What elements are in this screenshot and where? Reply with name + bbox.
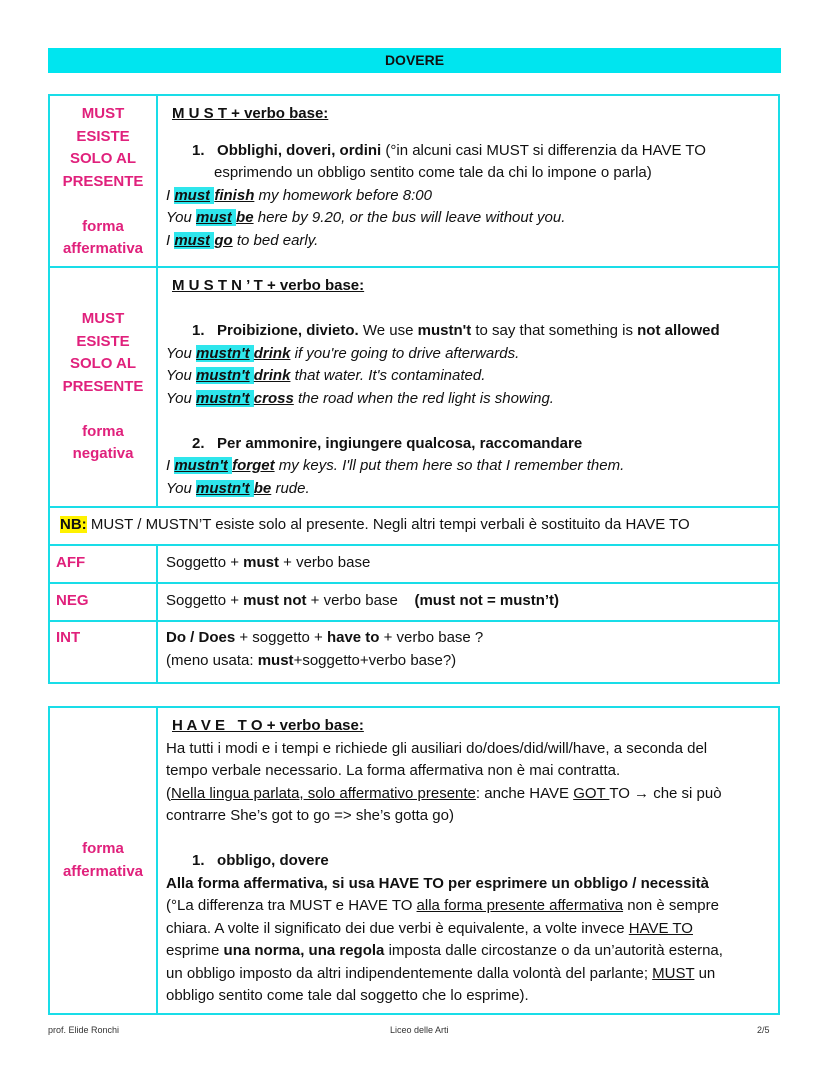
must-neg-label (49, 267, 157, 507)
label-line: PRESENTE (62, 377, 144, 395)
text-line: (Nella lingua parlata, solo affermativo presente: anche HAVE GOT TO → che si può (166, 784, 722, 802)
label-line: forma (82, 422, 124, 440)
example-sentence: I must finish my homework before 8:00 (166, 186, 432, 204)
section-heading: H A V E T O + verbo base: (172, 717, 364, 734)
neg-label: NEG (49, 583, 157, 621)
label-line: affermativa (62, 862, 144, 880)
must-aff-content (157, 95, 779, 267)
text-line: (°La differenza tra MUST e HAVE TO alla forma presente affermativa non è sempre (166, 897, 719, 914)
footer-author: prof. Elide Ronchi (48, 1025, 120, 1035)
int-formula (157, 621, 779, 683)
int-line-2: (meno usata: must+soggetto+verbo base?) (166, 651, 457, 669)
point-2: 2. Per ammonire, ingiungere qualcosa, raccomandare (192, 434, 583, 452)
point-title: Obblighi, doveri, ordini (217, 141, 382, 159)
example-sentence: You must be here by 9.20, or the bus will leave without you. (166, 209, 566, 226)
nb-note (49, 507, 779, 545)
example-sentence: I must go to bed early. (166, 231, 319, 249)
must-aff-label (49, 95, 157, 267)
have-to-label (49, 707, 157, 1014)
text-line: contrarre She’s got to go => she’s gotta go) (166, 807, 454, 824)
must-table (48, 94, 780, 684)
point-number: 1. (192, 141, 205, 159)
label-line: forma (82, 840, 124, 857)
page-title: DOVERE (48, 48, 781, 73)
example-sentence: You mustn't be rude. (166, 479, 310, 497)
label-line: affermativa (62, 240, 144, 257)
example-sentence: You mustn't drink if you're going to drive afterwards. (166, 344, 520, 362)
text-line: obbligo sentito come tale dal soggetto che lo esprime). (166, 987, 529, 1004)
must-negative-row (49, 267, 779, 507)
have-to-row (49, 707, 779, 1014)
int-label: INT (49, 621, 157, 683)
footer-page-number: 2/5 (757, 1025, 770, 1035)
point-text: esprimendo un obbligo sentito come tale da chi lo impone o parla) (214, 164, 652, 181)
must-neg-content (157, 267, 779, 507)
label-line: SOLO AL (69, 150, 137, 167)
section-heading: M U S T N ’ T + verbo base: (172, 277, 365, 294)
have-to-content (157, 707, 779, 1014)
have-to-table (48, 706, 780, 1015)
point-text: (°in alcuni casi MUST si differenzia da HAVE TO (381, 141, 706, 159)
label-line: ESISTE (76, 332, 130, 350)
label-line: MUST (81, 310, 125, 327)
label-line: SOLO AL (69, 355, 137, 372)
point-1: 1. Proibizione, divieto. We use mustn't to say that something is not allowed (192, 322, 720, 339)
nb-text: MUST / MUSTN’T esiste solo al presente. Negli altri tempi verbali è sostituito da HAVE TO (86, 516, 690, 533)
aff-row (49, 545, 779, 583)
aff-formula: Soggetto + must + verbo base (157, 545, 779, 583)
nb-row (49, 507, 779, 545)
example-sentence: You mustn't drink that water. It's contaminated. (166, 367, 486, 384)
label-line: negativa (72, 445, 134, 462)
text-line: Alla forma affermativa, si usa HAVE TO per esprimere un obbligo / necessità (166, 874, 709, 892)
label-line: PRESENTE (62, 172, 144, 190)
neg-row (49, 583, 779, 621)
text-line: tempo verbale necessario. La forma affermativa non è mai contratta. (166, 762, 621, 779)
label-line: forma (82, 217, 124, 235)
int-row (49, 621, 779, 683)
example-sentence: You mustn't cross the road when the red light is showing. (166, 389, 554, 407)
nb-label: NB: (60, 516, 87, 533)
text-line: un obbligo imposto da altri indipendentemente dalla volontà del parlante; MUST un (166, 964, 716, 982)
label-line: ESISTE (76, 127, 130, 145)
example-sentence: I mustn't forget my keys. I'll put them here so that I remember them. (166, 457, 625, 474)
text-line: Ha tutti i modi e i tempi e richiede gli ausiliari do/does/did/will/have, a seconda del (166, 739, 708, 757)
point-1: 1. obbligo, dovere (192, 852, 329, 869)
text-line: chiara. A volte il significato dei due verbi è equivalente, a volte invece HAVE TO (166, 919, 693, 937)
neg-formula: Soggetto + must not + verbo base (must not = mustn’t) (157, 583, 779, 621)
label-line: MUST (81, 105, 125, 122)
must-affirmative-row (49, 95, 779, 267)
footer-school: Liceo delle Arti (390, 1025, 449, 1035)
point-1 (166, 140, 772, 163)
text-line: esprime una norma, una regola imposta dalle circostanze o da un’autorità esterna, (166, 942, 723, 959)
int-line-1: Do / Does + soggetto + have to + verbo base ? (166, 629, 484, 646)
aff-label: AFF (49, 545, 157, 583)
section-heading: M U S T + verbo base: (172, 105, 329, 122)
